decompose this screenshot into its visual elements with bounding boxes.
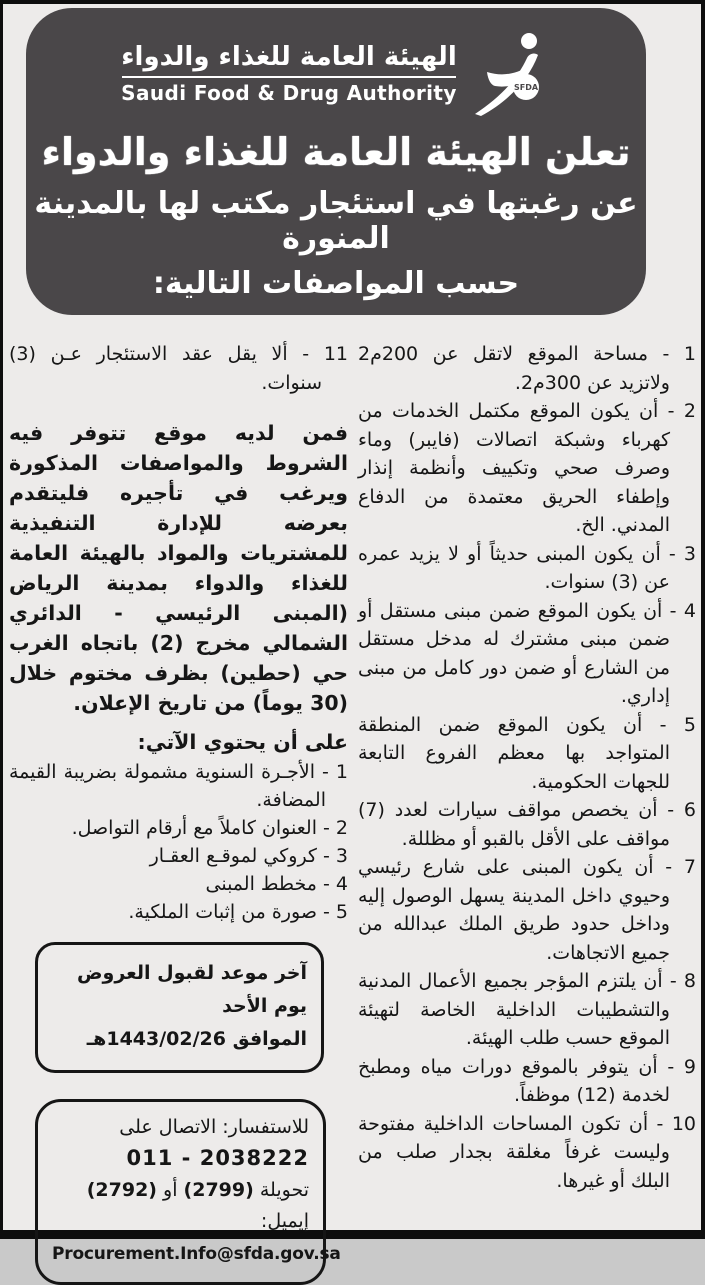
spec-item-10: 10 - أن تكون المساحات الداخلية مفتوحة وليست غرفاً مغلقة بجدار صلب من البلك أو غيرها. — [358, 1112, 696, 1192]
spec-item-5: 5 - أن يكون الموقع ضمن المنطقة المتواجد بها معظم الفروع التابعة للجهات الحكومية. — [358, 713, 696, 793]
ad-body — [3, 315, 701, 1285]
announcement-subtitle: عن رغبتها في استئجار مكتب لها بالمدينة المنورة — [34, 186, 638, 256]
offer-contents-list — [9, 758, 348, 926]
spec-item-6: 6 - أن يخصص مواقف سيارات لعدد (7) مواقف على الأقل بالقبو أو مظللة. — [358, 799, 696, 850]
email-label: إيميل: — [260, 1210, 309, 1232]
sfda-logo — [26, 8, 646, 116]
offer-contents-heading: على أن يحتوي الآتي: — [137, 730, 348, 754]
extension-1: (2799) — [183, 1179, 254, 1201]
deadline-line1: آخر موعد لقبول العروض يوم الأحد — [76, 962, 307, 1017]
spec-item-9: 9 - أن يتوفر بالموقع دورات مياه ومطبخ لخدمة (12) موظفاً. — [358, 1055, 696, 1106]
or-word: أو — [163, 1179, 178, 1201]
spec-item-2: 2 - أن يكون الموقع مكتمل الخدمات من كهرباء وشبكة اتصالات (فايبر) وماء وصرف صحي وتكييف وأنظمة إنذار وإطفاء الحريق معتمدة من الدفاع المدني. الخ. — [358, 400, 696, 536]
sfda-mark-label: SFDA — [513, 83, 538, 92]
offer-content-item-2: 2 - العنوان كاملاً مع أرقام التواصل. — [71, 817, 348, 839]
sfda-swoosh-icon — [471, 30, 551, 116]
spec-item-4: 4 - أن يكون الموقع ضمن مبنى مستقل أو ضمن مبنى مشترك له مدخل مستقل من الشارع أو ضمن دور كامل من مبنى إداري. — [358, 599, 696, 707]
spec-item-8: 8 - أن يلتزم المؤجر بجميع الأعمال المدنية والتشطيبات الداخلية الخاصة لتهيئة الموقع حسب طلب الهيئة. — [358, 970, 696, 1049]
spec-item-3: 3 - أن يكون المبنى حديثاً أو لا يزيد عمره عن (3) سنوات. — [358, 542, 696, 593]
logo-divider — [122, 76, 456, 78]
offer-content-item-1: 1 - الأجـرة السنوية مشمولة بضريبة القيمة المضافة. — [9, 761, 348, 811]
offer-content-item-5: 5 - صورة من إثبات الملكية. — [128, 901, 348, 923]
spec-item-7: 7 - أن يكون المبنى على شارع رئيسي وحيوي داخل المدينة يسهل الوصول إليه وداخل حدود طريق الملك عبدالله من جميع الاتجاهات. — [358, 856, 696, 964]
offer-content-item-4: 4 - مخطط المبنى — [205, 873, 348, 895]
deadline-box — [35, 942, 324, 1073]
contact-box — [35, 1099, 341, 1285]
contact-intro: للاستفسار: الاتصال على — [119, 1116, 309, 1138]
extensions-line — [52, 1175, 309, 1206]
announcement-title: تعلن الهيئة العامة للغذاء والدواء — [41, 130, 631, 174]
specifications-list — [358, 340, 696, 1285]
left-column — [9, 340, 348, 1285]
deadline-date: الموافق 1443/02/26هـ — [86, 1028, 307, 1050]
extension-label: تحويلة — [259, 1179, 309, 1201]
phone-line — [52, 1143, 309, 1175]
email-address: Procurement.Info@sfda.gov.sa — [52, 1244, 341, 1264]
sfda-logo-arabic-wordmark: الهيئة العامة للغذاء والدواء — [121, 41, 457, 72]
spec-item-1: 1 - مساحة الموقع لاتقل عن 200م2 ولاتزيد عن 300م2. — [358, 343, 696, 394]
announcement-specs-intro: حسب المواصفات التالية: — [152, 266, 520, 301]
sfda-header-banner — [26, 8, 646, 315]
spec-item-11: 11 - ألا يقل عقد الاستئجار عـن (3) سنوات. — [9, 343, 348, 394]
extension-2: (2792) — [86, 1179, 157, 1201]
offer-content-item-3: 3 - كروكي لموقـع العقـار — [149, 845, 348, 867]
phone-number: 011 - 2038222 — [126, 1146, 309, 1170]
sfda-logo-english: Saudi Food & Drug Authority — [121, 80, 457, 105]
offer-submission-paragraph: فمن لديه موقع تتوفر فيه الشروط والمواصفات المذكورة ويرغب في تأجيره فليتقدم بعرضه للإدارة التنفيذية للمشتريات والمواد بالهيئة العامة للغذاء والدواء بمدينة الرياض (المبنى الرئيسي - الدائري الشمالي مخرج (2) باتجاه الغرب حي (حطين) بظرف مختوم خلال (30 يوماً) من تاريخ الإعلان. — [9, 421, 348, 715]
